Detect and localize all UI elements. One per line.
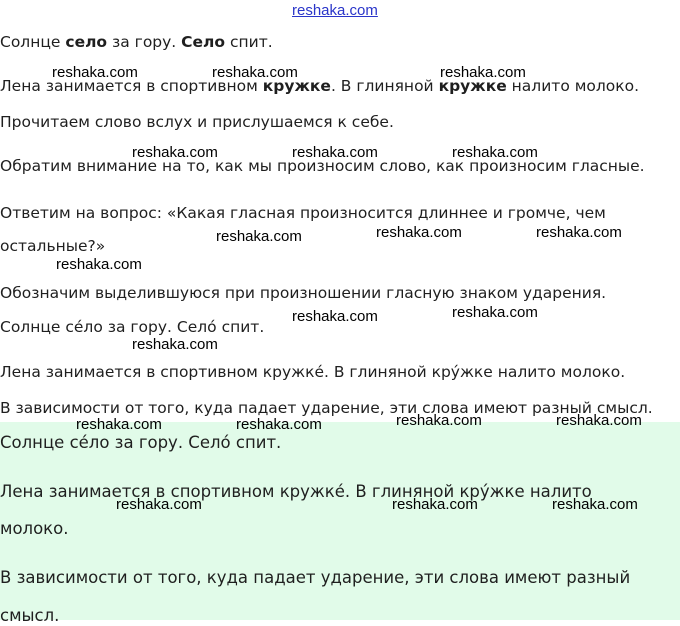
watermark: reshaka.com	[212, 64, 298, 81]
watermark: reshaka.com	[536, 224, 622, 241]
watermark: reshaka.com	[440, 64, 526, 81]
watermark: reshaka.com	[76, 416, 162, 433]
text: спит.	[225, 33, 273, 51]
answer-line-2: Лена занимается в спортивном кружке́. В глиняной кру́жке налито	[0, 482, 592, 501]
watermark: reshaka.com	[116, 496, 202, 513]
paragraph-question-2: остальные?»	[0, 237, 106, 255]
watermark: reshaka.com	[392, 496, 478, 513]
text: налито молоко.	[506, 77, 640, 95]
bold-word: Село	[181, 33, 226, 51]
watermark: reshaka.com	[52, 64, 138, 81]
watermark: reshaka.com	[292, 308, 378, 325]
watermark: reshaka.com	[132, 336, 218, 353]
paragraph-mark-stress: Обозначим выделившуюся при произношении гласную знаком ударения.	[0, 284, 607, 302]
answer-line-4: В зависимости от того, куда падает ударение, эти слова имеют разный	[0, 568, 631, 587]
watermark: reshaka.com	[376, 224, 462, 241]
watermark: reshaka.com	[452, 144, 538, 161]
watermark: reshaka.com	[132, 144, 218, 161]
paragraph-meaning: В зависимости от того, куда падает ударение, эти слова имеют разный смысл.	[0, 399, 653, 417]
text: . В глиняной	[330, 77, 439, 95]
watermark: reshaka.com	[556, 412, 642, 429]
text: Солнце	[0, 33, 66, 51]
watermark: reshaka.com	[396, 412, 482, 429]
stressed-sentence-2: Лена занимается в спортивном кружке́. В глиняной кру́жке налито молоко.	[0, 363, 626, 381]
answer-line-1: Солнце се́ло за гору. Село́ спит.	[0, 433, 282, 452]
bold-word: село	[65, 33, 108, 51]
watermark: reshaka.com	[236, 416, 322, 433]
answer-line-5: смысл.	[0, 606, 60, 625]
stressed-sentence-1: Солнце се́ло за гору. Село́ спит.	[0, 318, 265, 336]
site-link[interactable]: reshaka.com	[292, 2, 378, 19]
answer-line-3: молоко.	[0, 519, 69, 538]
watermark: reshaka.com	[292, 144, 378, 161]
watermark: reshaka.com	[552, 496, 638, 513]
bold-word: кружке	[438, 77, 507, 95]
watermark: reshaka.com	[452, 304, 538, 321]
paragraph-question-1: Ответим на вопрос: «Какая гласная произносится длиннее и громче, чем	[0, 204, 606, 222]
text: Лена занимается в спортивном	[0, 77, 263, 95]
paragraph-attention: Обратим внимание на то, как мы произносим слово, как произносим гласные.	[0, 157, 645, 175]
watermark: reshaka.com	[216, 228, 302, 245]
sentence-1	[0, 32, 273, 52]
watermark: reshaka.com	[56, 256, 142, 273]
paragraph-read: Прочитаем слово вслух и прислушаемся к себе.	[0, 113, 394, 131]
text: за гору.	[107, 33, 182, 51]
bold-word: кружке	[262, 77, 331, 95]
